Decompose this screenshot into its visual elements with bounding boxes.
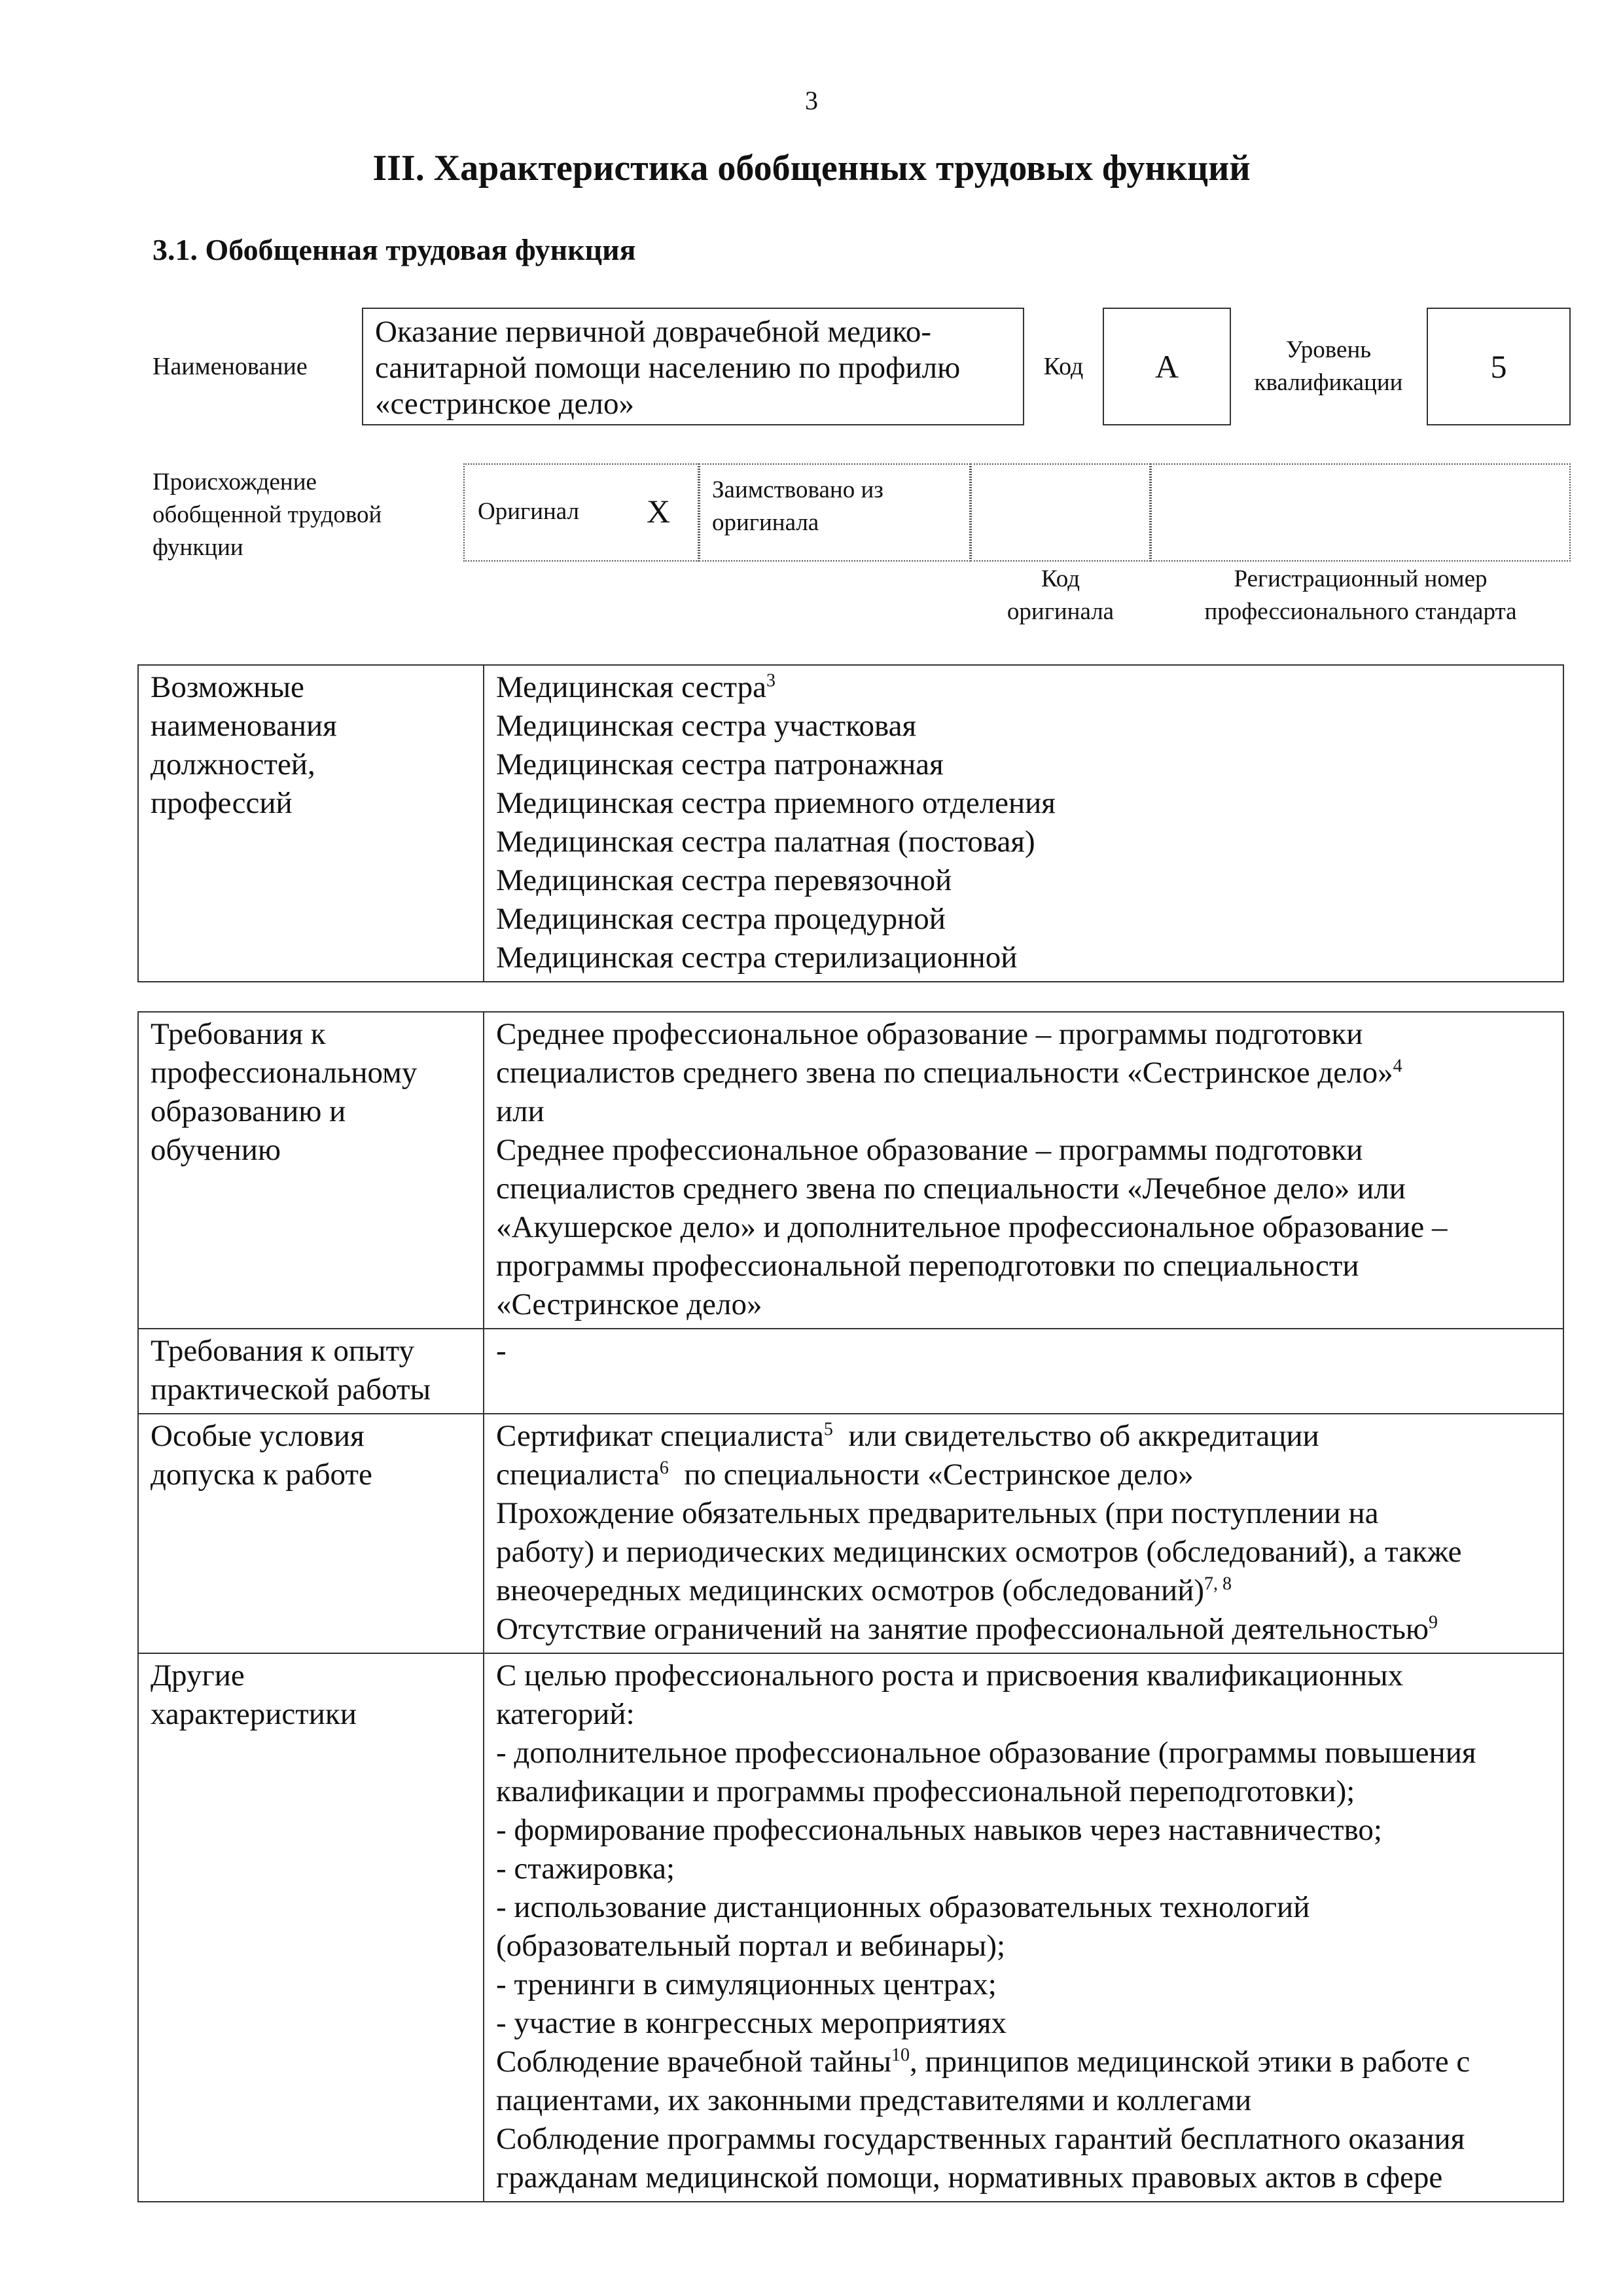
page-number: 3 <box>805 86 818 115</box>
list-item: Медицинская сестра патронажная <box>496 747 944 781</box>
label-line: Возможные <box>151 670 304 704</box>
footnote-ref: 4 <box>1393 1056 1402 1077</box>
subsection-title: 3.1. Обобщенная трудовая функция <box>152 233 636 266</box>
text-line: Среднее профессиональное образование – программы подготовки <box>496 1133 1363 1167</box>
text-line: - участие в конгрессных мероприятиях <box>496 2006 1007 2040</box>
original-cell <box>463 463 699 562</box>
label-line: Особые условия <box>151 1419 365 1453</box>
origin-label <box>152 466 382 564</box>
table-row <box>138 1414 1563 1653</box>
label-line: обучению <box>151 1133 281 1167</box>
table-row <box>138 1329 1563 1414</box>
origin-label-line: Происхождение <box>152 469 317 495</box>
other-text <box>484 1653 1563 2202</box>
label-line: характеристики <box>151 1697 357 1731</box>
text-line: Соблюдение программы государственных гарантий бесплатного оказания <box>496 2122 1465 2156</box>
experience-value: - <box>484 1329 1563 1414</box>
label-line: образованию и <box>151 1094 346 1128</box>
label-line: Другие <box>151 1659 245 1693</box>
footnote-ref: 9 <box>1429 1612 1438 1633</box>
label-line: профессиональному <box>151 1056 418 1090</box>
reg-caption-line: Регистрационный номер <box>1234 565 1488 592</box>
text-line: Среднее профессиональное образование – программы подготовки <box>496 1017 1363 1051</box>
table-row <box>138 665 1563 982</box>
text-line: С целью профессионального роста и присвоения квалификационных <box>496 1659 1404 1693</box>
name-label: Наименование <box>152 353 308 380</box>
reg-caption <box>1150 563 1571 628</box>
text-line: внеочередных медицинских осмотров (обследований)$^{7, 8}$ <box>496 1573 1232 1607</box>
footnote-ref: 7, 8 <box>1204 1573 1232 1594</box>
list-item: Медицинская сестра участковая <box>496 709 917 743</box>
text-line: программы профессиональной переподготовки по специальности <box>496 1249 1359 1283</box>
label-line: профессий <box>151 786 293 820</box>
conditions-label <box>138 1414 484 1653</box>
table-row <box>138 1012 1563 1329</box>
text-line: - формирование профессиональных навыков через наставничество; <box>496 1813 1382 1847</box>
level-value: 5 <box>1427 308 1571 425</box>
label-line: Требования к <box>151 1017 326 1051</box>
text-line: Отсутствие ограничений на занятие профессиональной деятельностью$^9$ <box>496 1612 1438 1646</box>
positions-label <box>138 665 484 982</box>
list-item: Медицинская сестра палатная (постовая) <box>496 825 1035 859</box>
footnote-ref: 6 <box>659 1458 669 1479</box>
text-line: - стажировка; <box>496 1852 675 1886</box>
origin-label-line: функции <box>152 534 243 561</box>
text-line: пациентами, их законными представителями и коллегами <box>496 2083 1252 2117</box>
label-line: наименования <box>151 709 337 743</box>
text-line: (образовательный портал и вебинары); <box>496 1929 1006 1963</box>
education-text <box>484 1012 1563 1329</box>
code-caption-line: Код <box>1041 565 1080 592</box>
code-label: Код <box>1043 353 1084 380</box>
reg-caption-line: профессионального стандарта <box>1204 598 1517 625</box>
table-row <box>138 1653 1563 2202</box>
origin-code-cell <box>971 463 1150 562</box>
text-line: Сертификат специалиста$^5$ или свидетельство об аккредитации <box>496 1419 1319 1453</box>
text-line: - использование дистанционных образовательных технологий <box>496 1890 1310 1924</box>
requirements-table <box>137 1011 1564 2202</box>
reg-number-cell <box>1150 463 1571 562</box>
label-line: практической работы <box>151 1372 431 1407</box>
text-line: «Акушерское дело» и дополнительное профессиональное образование – <box>496 1210 1448 1244</box>
text-line: работу) и периодических медицинских осмотров (обследований), а также <box>496 1535 1462 1569</box>
footnote-ref: 5 <box>823 1419 833 1440</box>
text-line: гражданам медицинской помощи, нормативных правовых актов в сфере <box>496 2161 1443 2195</box>
code-value: A <box>1103 308 1231 425</box>
label-line: должностей, <box>151 747 315 781</box>
original-label: Оригинал <box>478 498 580 525</box>
code-caption <box>971 563 1150 628</box>
text-line: «Сестринское дело» <box>496 1287 762 1321</box>
positions-list <box>484 665 1563 982</box>
section-title: III. Характеристика обобщенных трудовых функций <box>372 148 1251 188</box>
text-line: категорий: <box>496 1697 635 1731</box>
footnote-ref: 10 <box>891 2045 910 2066</box>
function-name-line: «сестринское дело» <box>375 387 634 421</box>
code-caption-line: оригинала <box>1007 598 1115 625</box>
experience-label <box>138 1329 484 1414</box>
function-name-line: санитарной помощи населению по профилю <box>375 351 961 385</box>
list-item: Медицинская сестра стерилизационной <box>496 941 1018 975</box>
text-line: специалиста$^6$ по специальности «Сестринское дело» <box>496 1458 1194 1492</box>
text-line: специалистов среднего звена по специальности «Сестринское дело»$^4$ <box>496 1056 1402 1090</box>
positions-table <box>137 664 1564 982</box>
list-item: Медицинская сестра перевязочной <box>496 863 952 897</box>
label-line: допуска к работе <box>151 1458 372 1492</box>
text-line: Соблюдение врачебной тайны$^{10}$, принципов медицинской этики в работе с <box>496 2045 1471 2079</box>
borrowed-label-line: Заимствовано из <box>712 476 883 503</box>
text-line: Прохождение обязательных предварительных (при поступлении на <box>496 1496 1379 1530</box>
label-line: Требования к опыту <box>151 1334 415 1368</box>
list-item: Медицинская сестра приемного отделения <box>496 786 1056 820</box>
level-label-line: Уровень <box>1285 336 1372 363</box>
list-item: Медицинская сестра процедурной <box>496 902 946 936</box>
origin-label-line: обобщенной трудовой <box>152 501 382 528</box>
function-name-box <box>362 308 1024 425</box>
function-name-line: Оказание первичной доврачебной медико- <box>375 315 932 349</box>
original-mark: X <box>647 493 671 529</box>
list-item: Медицинская сестра$^3$ <box>496 670 776 704</box>
level-label-line: квалификации <box>1254 369 1403 396</box>
other-label <box>138 1653 484 2202</box>
text-line: или <box>496 1094 544 1128</box>
education-label <box>138 1012 484 1329</box>
text-line: специалистов среднего звена по специальности «Лечебное дело» или <box>496 1172 1406 1206</box>
conditions-text <box>484 1414 1563 1653</box>
text-line: - тренинги в симуляционных центрах; <box>496 1967 997 2001</box>
level-label <box>1237 308 1420 425</box>
text-line: квалификации и программы профессиональной переподготовки); <box>496 1774 1355 1808</box>
footnote-ref: 3 <box>766 670 776 691</box>
borrowed-label-line: оригинала <box>712 509 819 536</box>
borrowed-cell <box>699 463 971 562</box>
text-line: - дополнительное профессиональное образование (программы повышения <box>496 1736 1476 1770</box>
